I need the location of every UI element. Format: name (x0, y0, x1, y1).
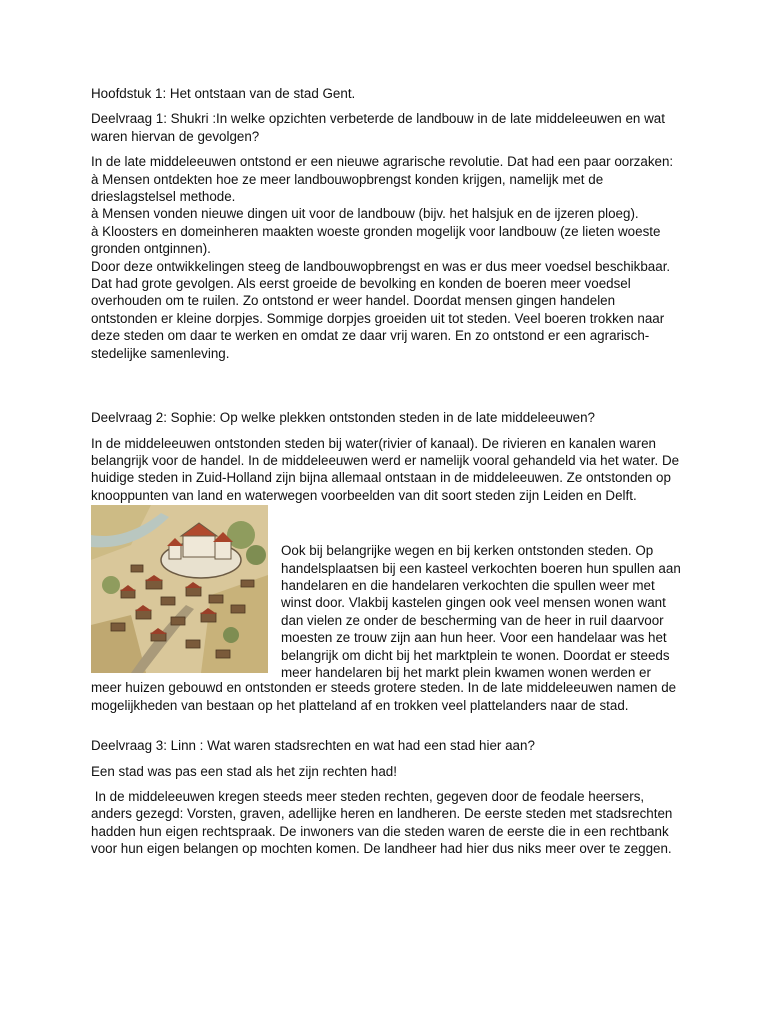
q1-intro: In de late middeleeuwen ontstond er een nieuwe agrarische revolutie. Dat had een paar oorzaken: (91, 154, 674, 170)
q2-paragraph-1: In de middeleeuwen ontstonden steden bij water(rivier of kanaal). De rivieren en kanalen waren belangrijk voor de handel. In de middeleeuwen werd er namelijk vooral gehandeld via het water. De huidige steden in Zuid-Holland zijn bijna allemaal ontstaan in de middeleeuwen. Ze ontstonden op knooppunten van land en waterwegen voorbeelden van dit soort steden zijn Leiden en Delft. (91, 435, 680, 503)
q2-paragraph-2: Ook bij belangrijke wegen en bij kerken ontstonden steden. Op handelsplaatsen bij een kasteel verkochten boeren hun spullen aan handelaren en die handelaren verkochten die spullen weer met winst door. Vlakbij kastelen gingen ook veel mensen wonen want dan vielen ze onder de bescherming van de heer in ruil daarvoor moesten ze trouw zijn aan hun heer. Voor een handelaar was het belangrijk om dicht bij het marktplein te wonen. Doordat er steeds meer handelaren bij het markt plein kwamen wonen werden er (281, 543, 681, 680)
q3-lead: Een stad was pas een stad als het zijn rechten had! (91, 763, 397, 779)
q3-paragraph: In de middeleeuwen kregen steeds meer steden rechten, gegeven door de feodale heersers, anders gezegd: Vorsten, graven, adellijke heren en landheren. De eerste steden met stadsrechten hadden hun eigen rechtspraak. De inwoners van die steden waren de eerste die in een rechtbank voor hun eigen belangen op mochten komen. De landheer had hier dus niks meer over te zeggen. (91, 788, 677, 857)
q1-bullet-2: à Mensen vonden nieuwe dingen uit voor de landbouw (bijv. het halsjuk en de ijzeren ploeg). (91, 206, 639, 222)
question-2: Deelvraag 2: Sophie: Op welke plekken ontstonden steden in de late middeleeuwen? (91, 410, 595, 426)
document-page (91, 85, 681, 858)
q1-bullet-1: à Mensen ontdekten hoe ze meer landbouwopbrengst konden krijgen, namelijk met de drieslagstelsel methode. (91, 171, 604, 205)
figure-block (91, 504, 681, 715)
chapter-heading: Hoofdstuk 1: Het ontstaan van de stad Gent. (91, 86, 356, 101)
q1-conclusion: Door deze ontwikkelingen steeg de landbouwopbrengst en was er dus meer voedsel beschikbaar. Dat had grote gevolgen. Als eerst groeide de bevolking en konden de boeren meer voedsel overhouden om te ruilen. Zo ontstond er weer handel. Doordat mensen gingen handelen ontstonden er kleine dorpjes. Sommige dorpjes groeiden uit tot steden. Veel boeren trokken naar deze steden om daar te werken en omdat ze daar vrij waren. En zo ontstond er een agrarisch-stedelijke samenleving. (91, 258, 671, 361)
q2-paragraph-2-continued: meer huizen gebouwd en ontstonden er steeds grotere steden. In de late middeleeuwen namen de mogelijkheden van bestaan op het platteland af en trokken veel plattelanders naar de stad. (91, 680, 677, 713)
q1-bullet-3: à Kloosters en domeinheren maakten woeste gronden mogelijk voor landbouw (ze lieten woeste gronden ontginnen). (91, 223, 661, 257)
question-1: Deelvraag 1: Shukri :In welke opzichten verbeterde de landbouw in de late middeleeuwen en wat waren hiervan de gevolgen? (91, 111, 665, 144)
question-3: Deelvraag 3: Linn : Wat waren stadsrechten en wat had een stad hier aan? (91, 738, 535, 754)
medieval-town-illustration (91, 505, 268, 673)
